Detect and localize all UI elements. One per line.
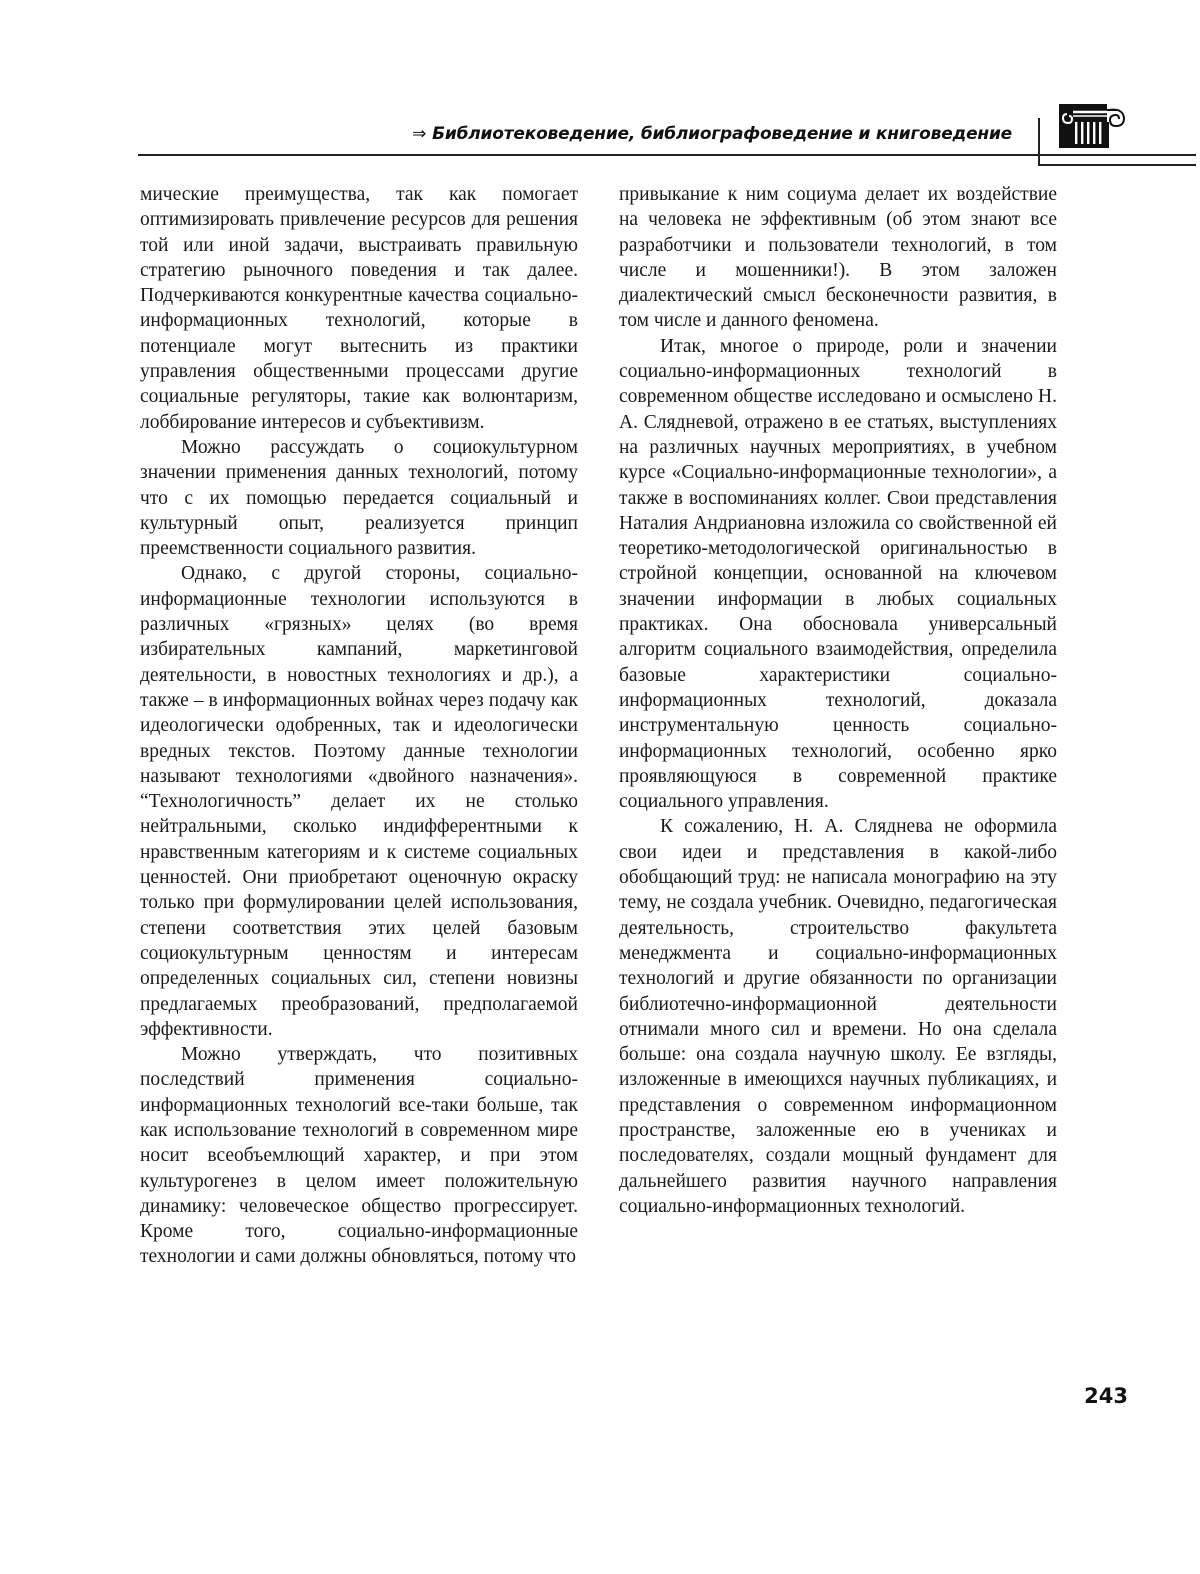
paragraph: привыкание к ним социума делает их воздействие на человека не эффективным (об этом знают все разработчики и пользователи технологий, в том числе и мошенники!). В этом заложен диалектический смысл бесконечности развития, в том числе и данного феномена. bbox=[619, 184, 1057, 332]
ionic-column-capital-icon bbox=[1057, 102, 1127, 150]
header-title-text: Библиотековедение, библиографоведение и книговедение bbox=[432, 124, 1012, 144]
double-arrow-icon: ⇒ bbox=[412, 124, 427, 144]
header-title bbox=[412, 124, 1012, 144]
paragraph: Однако, с другой стороны, социально-информационные технологии используются в различных «грязных» целях (во время избирательных кампаний, маркетинговой деятельности, в новостных технологиях и др.), а также – в информационных войнах через подачу как идеологически одобренных, так и идеологически вредных текстов. Поэтому данные технологии называют технологиями «двойного назначения». “Технологичность” делает их не столько нейтральными, сколько индифферентными к нравственным категориям и к системе социальных ценностей. Они приобретают оценочную окраску только при формулировании целей использования, степени соответствия этих целей базовым социокультурным ценностям и интересам определенных социальных сил, степени новизны предлагаемых преобразований, предполагаемой эффективности. bbox=[140, 563, 578, 1040]
paragraph: мические преимущества, так как помогает оптимизировать привлечение ресурсов для решения той или иной задачи, выстраивать правильную стратегию рыночного поведения и так далее. Подчеркиваются конкурентные качества социально-информационных технологий, которые в потенциале могут вытеснить из практики управления общественными процессами другие социальные регуляторы, такие как волюнтаризм, лоббирование интересов и субъективизм. bbox=[140, 184, 578, 433]
paragraph: К сожалению, Н. А. Сляднева не оформила свои идеи и представления в какой-либо обобщающий труд: не написала монографию на эту тему, не создала учебник. Очевидно, педагогическая деятельность, строительство факультета менеджмента и социально-информационных технологий и другие обязанности по организации библиотечно-информационной деятельности отнимали много сил и времени. Но она сделала больше: она создала научную школу. Ее взгляды, изложенные в имеющихся научных публикациях, и представления о современном информационном пространстве, заложенные ею в учениках и последователях, создали мощный фундамент для дальнейшего развития научного направления социально-информационных технологий. bbox=[619, 816, 1057, 1217]
page-number: 243 bbox=[1084, 1384, 1128, 1408]
header-tick bbox=[1038, 118, 1040, 164]
right-column bbox=[619, 182, 1057, 1219]
paragraph: Можно рассуждать о социокультурном значении применения данных технологий, потому что с их помощью передается социальный и культурный опыт, реализуется принцип преемственности социального развития. bbox=[140, 436, 578, 560]
header-frame-line bbox=[1038, 164, 1196, 166]
paragraph: Можно утверждать, что позитивных последствий применения социально-информационных технологий все-таки больше, так как использование технологий в современном мире носит всеобъемлющий характер, и при этом культурогенез в целом имеет положительную динамику: человеческое общество прогрессирует. Кроме того, социально-информационные технологии и сами должны обновляться, потому что bbox=[140, 1044, 578, 1268]
paragraph: Итак, многое о природе, роли и значении социально-информационных технологий в современном обществе исследовано и осмыслено Н. А. Слядневой, отражено в ее статьях, выступлениях на различных научных мероприятиях, в учебном курсе «Социально-информационные технологии», а также в воспоминаниях коллег. Свои представления Наталия Андриановна изложила со свойственной ей теоретико-методологической оригинальностью в стройной концепции, основанной на ключевом значении информации в любых социальных практиках. Она обосновала универсальный алгоритм социального взаимодействия, определила базовые характеристики социально-информационных технологий, доказала инструментальную ценность социально-информационных технологий, особенно ярко проявляющуюся в современной практике социального управления. bbox=[619, 335, 1057, 813]
left-column bbox=[140, 182, 578, 1270]
